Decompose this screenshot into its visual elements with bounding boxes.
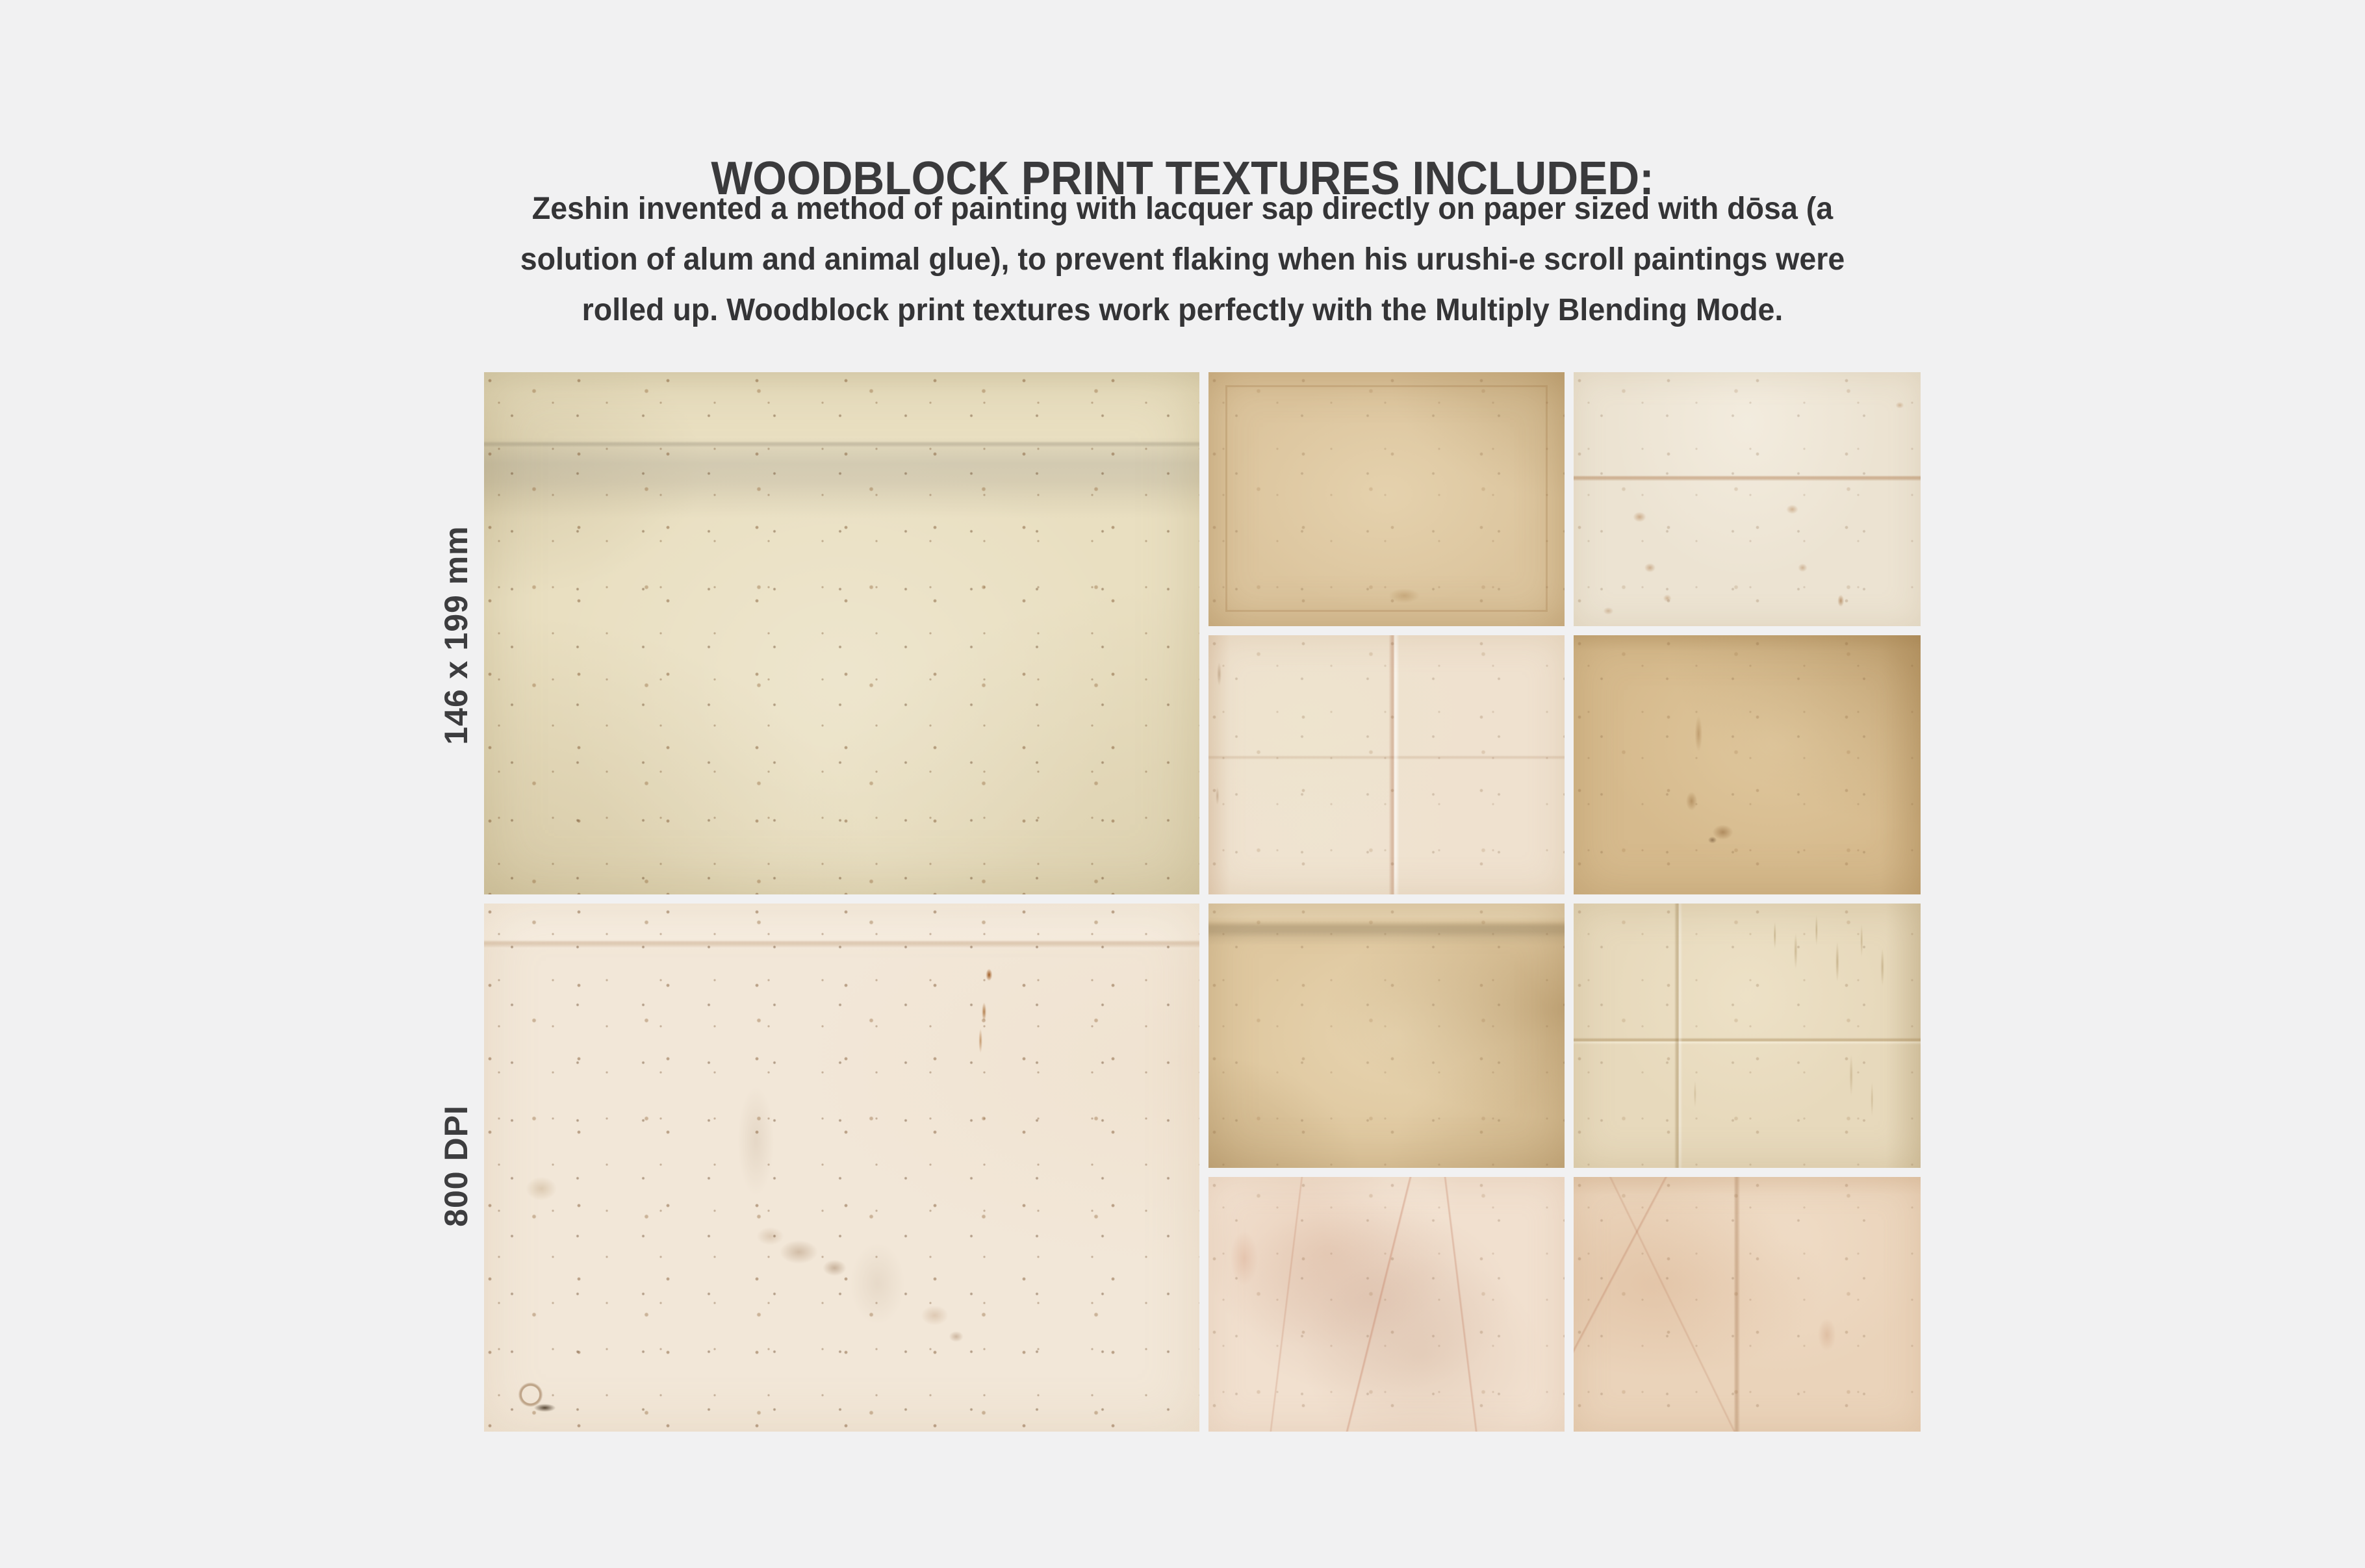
description-line-1: Zeshin invented a method of painting with lacquer sap directly on paper sized with dōsa (a	[531, 192, 1834, 226]
texture-swatch-mottled-tan	[1574, 635, 1921, 894]
dpi-label: 800 DPI	[438, 1105, 474, 1227]
texture-swatch-folded-cream	[1574, 904, 1921, 1168]
texture-swatch-large-aged-cream	[484, 372, 1199, 894]
texture-swatch-large-sketch-stained	[484, 904, 1199, 1432]
texture-swatch-banded-tan	[1208, 904, 1565, 1168]
texture-swatch-creased-blush	[1574, 1177, 1921, 1432]
texture-swatch-creased-pale	[1208, 635, 1565, 894]
description-line-2: solution of alum and animal glue), to prevent flaking when his urushi-e scroll paintings were	[520, 242, 1845, 277]
description-line-3: rolled up. Woodblock print textures work perfectly with the Multiply Blending Mode.	[582, 293, 1783, 327]
size-label: 146 x 199 mm	[438, 525, 474, 745]
description	[36, 184, 2330, 336]
texture-grid	[484, 372, 1921, 1432]
texture-swatch-stained-ivory	[1574, 372, 1921, 626]
texture-swatch-tan-plate-border	[1208, 372, 1565, 626]
texture-swatch-scratched-blush	[1208, 1177, 1565, 1432]
page-title: WOODBLOCK PRINT TEXTURES INCLUDED:	[711, 153, 1654, 205]
